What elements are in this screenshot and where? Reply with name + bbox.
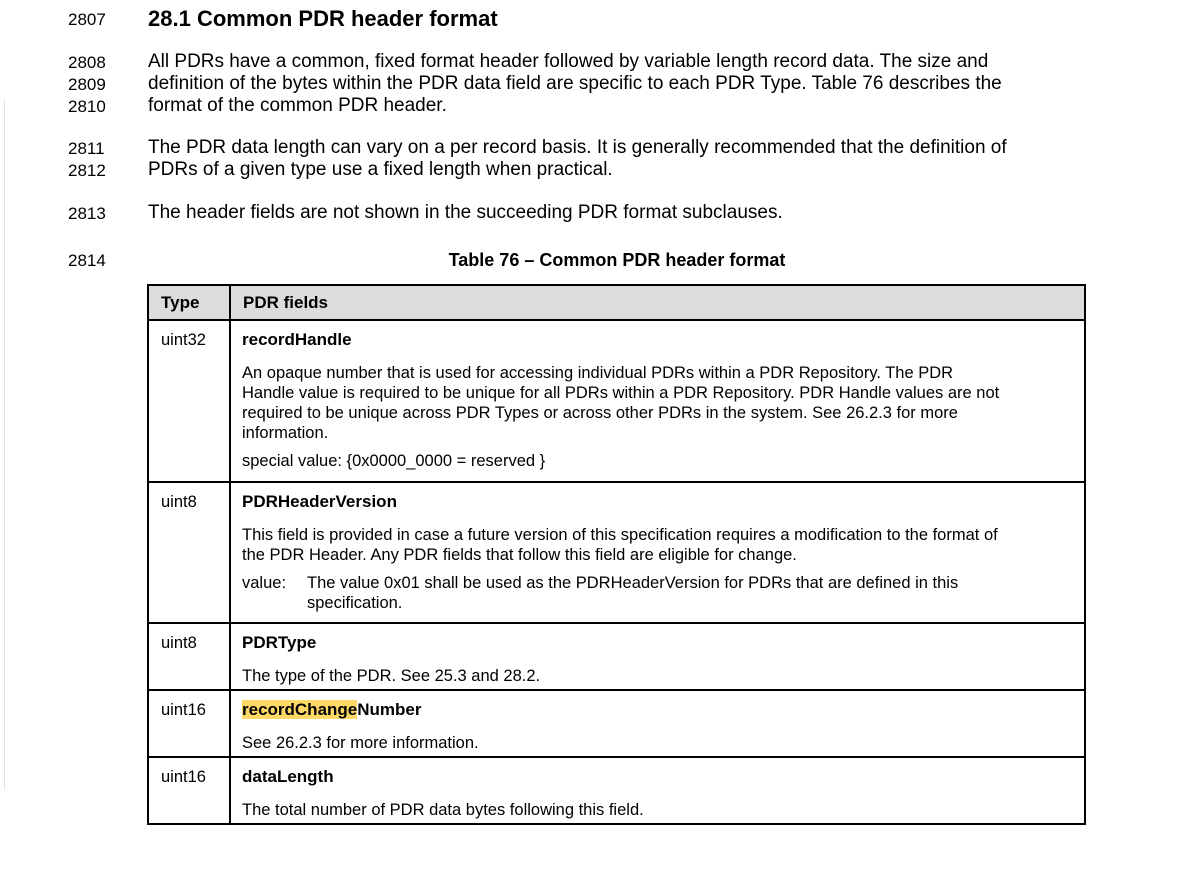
field-name: PDRType bbox=[242, 633, 317, 652]
field-description: See 26.2.3 for more information. bbox=[242, 734, 479, 752]
paragraph-line: format of the common PDR header. bbox=[148, 95, 447, 116]
field-name: recordChangeNumber bbox=[242, 700, 422, 719]
highlighted-text: recordChange bbox=[242, 700, 358, 719]
field-cell bbox=[230, 690, 1085, 757]
paragraph-line: PDRs of a given type use a fixed length when practical. bbox=[148, 159, 613, 180]
paragraph-line: All PDRs have a common, fixed format header followed by variable length record data. The size and bbox=[148, 51, 989, 72]
type-column-header: Type bbox=[148, 285, 230, 320]
table-row bbox=[148, 623, 1085, 690]
field-description: The type of the PDR. See 25.3 and 28.2. bbox=[242, 667, 541, 685]
value-label: value: bbox=[242, 574, 287, 592]
line-number: 2813 bbox=[68, 204, 106, 223]
left-edge-rule bbox=[4, 100, 5, 790]
field-description: The total number of PDR data bytes following this field. bbox=[242, 801, 644, 819]
table-row bbox=[148, 482, 1085, 623]
value-text: The value 0x01 shall be used as the PDRHeaderVersion for PDRs that are defined in this specification. bbox=[307, 574, 959, 612]
table-row bbox=[148, 320, 1085, 482]
special-value: special value: {0x0000_0000 = reserved } bbox=[242, 452, 546, 470]
section-number: 28.1 bbox=[148, 6, 191, 31]
table-header-row bbox=[148, 285, 1085, 320]
fields-column-header: PDR fields bbox=[230, 285, 1085, 320]
field-cell bbox=[230, 320, 1085, 482]
pdr-header-table bbox=[147, 284, 1086, 825]
type-cell: uint8 bbox=[148, 623, 230, 690]
line-number: 2808 bbox=[68, 53, 106, 72]
section-heading bbox=[148, 6, 498, 32]
paragraph-line: The header fields are not shown in the succeeding PDR format subclauses. bbox=[148, 202, 783, 223]
table-caption: Table 76 – Common PDR header format bbox=[448, 250, 786, 270]
field-description: An opaque number that is used for accessing individual PDRs within a PDR Repository. The PDR Handle value is required to be unique for all PDRs within a PDR Repository. PDR Handle values are not required to be unique across PDR Types or across other PDRs in the system. See 26.2.3 for more information. bbox=[242, 364, 1000, 442]
section-title: Common PDR header format bbox=[196, 6, 498, 31]
line-number: 2812 bbox=[68, 161, 106, 180]
line-number: 2809 bbox=[68, 75, 106, 94]
field-name: PDRHeaderVersion bbox=[242, 492, 397, 511]
field-name: dataLength bbox=[242, 767, 334, 786]
type-cell: uint16 bbox=[148, 690, 230, 757]
line-number: 2807 bbox=[68, 10, 106, 29]
field-cell bbox=[230, 482, 1085, 623]
field-description: This field is provided in case a future version of this specification requires a modification to the format of the PDR Header. Any PDR fields that follow this field are eligible for change. bbox=[242, 526, 998, 564]
type-cell: uint32 bbox=[148, 320, 230, 482]
table-row bbox=[148, 690, 1085, 757]
line-number: 2814 bbox=[68, 251, 106, 270]
paragraph-line: The PDR data length can vary on a per record basis. It is generally recommended that the definition of bbox=[148, 137, 1007, 158]
paragraph-line: definition of the bytes within the PDR data field are specific to each PDR Type. Table 76 describes the bbox=[148, 73, 1002, 94]
type-cell: uint8 bbox=[148, 482, 230, 623]
table-row bbox=[148, 757, 1085, 824]
field-name: recordHandle bbox=[242, 330, 352, 349]
field-cell bbox=[230, 623, 1085, 690]
field-cell bbox=[230, 757, 1085, 824]
line-number: 2810 bbox=[68, 97, 106, 116]
value-note bbox=[242, 573, 1070, 613]
type-cell: uint16 bbox=[148, 757, 230, 824]
line-number: 2811 bbox=[68, 139, 105, 158]
